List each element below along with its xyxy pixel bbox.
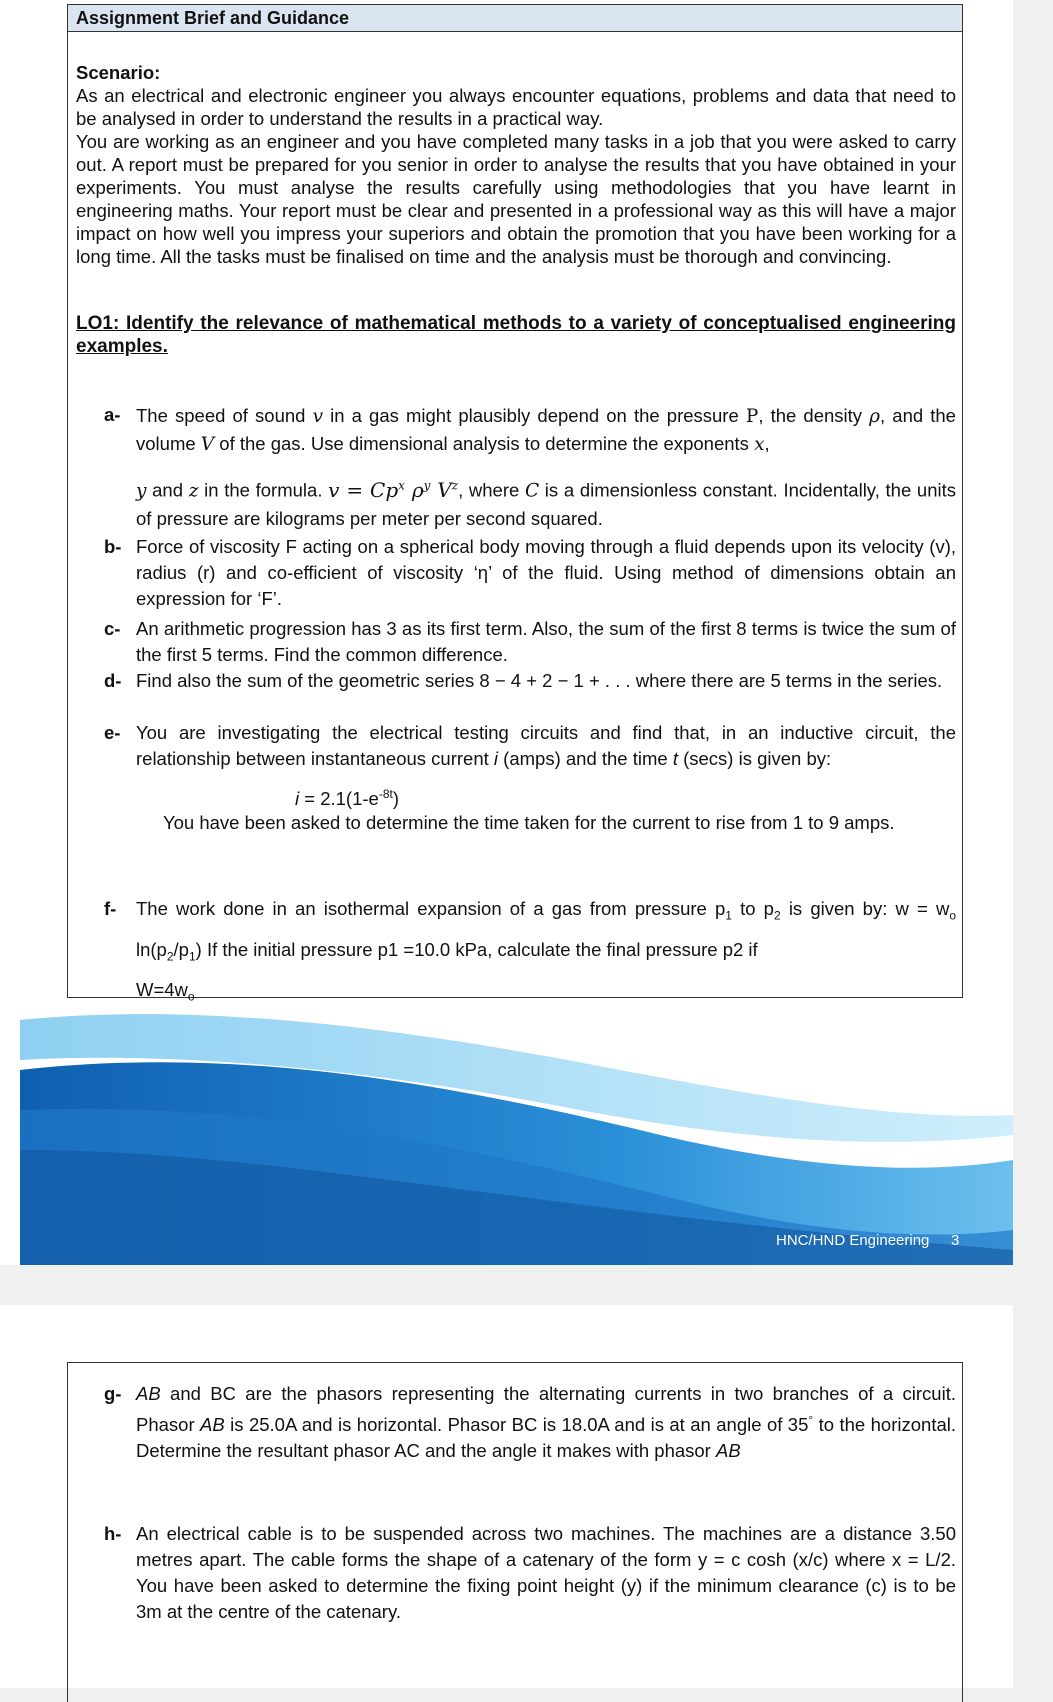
task-d-text: Find also the sum of the geometric series 8 − 4 + 2 − 1 + . . . where there are 5 terms in the series. xyxy=(136,670,943,691)
task-d xyxy=(104,668,956,694)
task-a xyxy=(104,402,956,532)
task-g-text: AB and BC are the phasors representing the alternating currents in two branches of a circuit. Phasor AB is 25.0A and is horizontal. Phasor BC is 18.0A and is at an angle of 35° to the horizontal. Determine the resultant phasor AC and the angle it makes with phasor AB xyxy=(136,1383,956,1462)
tasks-box-page-2 xyxy=(67,1362,963,1702)
assignment-brief-box xyxy=(67,4,963,1005)
assignment-brief-header: Assignment Brief and Guidance xyxy=(68,5,962,32)
task-a-formula: $v = Cp^x$ $\rho^y$ $V^z$ xyxy=(328,477,459,502)
task-d-letter: d- xyxy=(104,670,122,691)
scenario-label: Scenario: xyxy=(76,62,161,83)
task-f xyxy=(104,892,957,1014)
task-f-letter: f- xyxy=(104,898,117,919)
task-b-letter: b- xyxy=(104,536,122,557)
task-h-letter: h- xyxy=(104,1523,122,1544)
task-c-text: An arithmetic progression has 3 as its first term. Also, the sum of the first 8 terms is twice the sum of the first 5 terms. Find the common difference. xyxy=(136,618,956,665)
task-c xyxy=(104,616,956,668)
task-e xyxy=(104,720,956,772)
task-c-letter: c- xyxy=(104,618,121,639)
footer-page-number: 3 xyxy=(951,1232,960,1249)
scenario-paragraph-1: As an electrical and electronic engineer you always encounter equations, problems and data that need to be analysed in order to understand the results in a practical way. xyxy=(76,85,956,129)
task-e-text: You are investigating the electrical testing circuits and find that, in an inductive circuit, the relationship between instantaneous current i (amps) and the time t (secs) is given by: xyxy=(136,722,956,769)
scenario-section xyxy=(76,61,956,268)
learning-outcome-lo1: LO1: Identify the relevance of mathematical methods to a variety of conceptualised engineering examples. xyxy=(76,313,956,357)
task-a-letter: a- xyxy=(104,404,121,425)
task-g xyxy=(104,1381,956,1464)
task-e-followup: You have been asked to determine the time taken for the current to rise from 1 to 9 amps. xyxy=(163,812,895,833)
task-b xyxy=(104,534,956,612)
task-b-text: Force of viscosity F acting on a spherical body moving through a fluid depends upon its velocity (v), radius (r) and co-efficient of viscosity ‘η’ of the fluid. Using method of dimensions obtain an expression for ‘F’. xyxy=(136,536,956,609)
task-e-equation: $i = 2.1(1-e^{-8t})$ xyxy=(295,787,400,810)
footer-title: HNC/HND Engineering xyxy=(776,1232,930,1249)
scenario-paragraph-2: You are working as an engineer and you have completed many tasks in a job that you were asked to carry out. A report must be prepared for you senior in order to analyse the results that you have obtained in your experiments. You must analyse the results carefully using methodologies that you have learnt in engineering maths. Your report must be clear and presented in a professional way as this will have a major impact on how well you impress your superiors and obtain the promotion that you have been working for a long time. All the tasks must be finalised on time and the analysis must be thorough and convincing. xyxy=(76,131,956,267)
task-h-text: An electrical cable is to be suspended across two machines. The machines are a distance 3.50 metres apart. The cable forms the shape of a catenary of the form y = c cosh (x/c) where x = L/2. You have been asked to determine the fixing point height (y) if the minimum clearance (c) is to be 3m at the centre of the catenary. xyxy=(136,1523,956,1622)
task-g-letter: g- xyxy=(104,1383,122,1404)
task-h xyxy=(104,1521,956,1625)
task-f-text: The work done in an isothermal expansion of a gas from pressure $p_1$ to $p_2$ is given by: $w = w_o$ $\ln(p_2/p_1)$ If the initial pressure p1 =10.0 kPa, calculate the final pressure p2 if $W=4w_o$ xyxy=(136,898,957,1005)
wave-decoration xyxy=(20,1000,1013,1265)
task-a-text: The speed of sound v in a gas might plausibly depend on the pressure P, the density ρ, and the volume V of the gas. Use dimensional analysis to determine the exponents x, y and z in the formula. $v = Cp^x$ $\rho^y$ $V^z$, where C is a dimensionless constant. Incidentally, the units of pressure are kilograms per meter per second squared. xyxy=(136,405,956,529)
task-e-letter: e- xyxy=(104,722,121,743)
